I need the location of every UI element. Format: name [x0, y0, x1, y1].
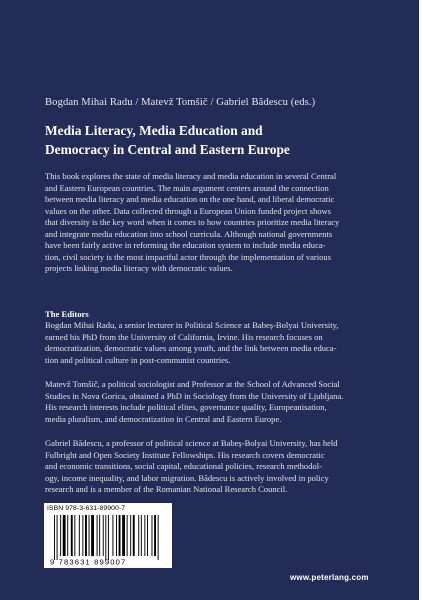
barcode-bar — [133, 515, 135, 556]
book-title-line-2: Democracy in Central and Eastern Europe — [45, 142, 290, 157]
bio-line: Matevž Tomšič, a political sociologist and Professor at the School of Advanced Social — [45, 379, 340, 389]
barcode-bar — [116, 515, 117, 556]
editor-bio-radu — [45, 320, 390, 366]
barcode-bar — [147, 515, 148, 556]
barcode-bar — [63, 515, 66, 556]
barcode-bar — [54, 515, 55, 560]
bio-line: Bogdan Mihai Radu, a senior lecturer in Political Science at Babeș-Bolyai University, — [45, 320, 339, 330]
barcode-icon — [44, 503, 172, 568]
barcode-bar — [122, 515, 125, 556]
barcode-bar — [97, 515, 98, 556]
barcode-digits: 9 783631 899007 — [50, 557, 127, 567]
description-line: have been fairly active in reforming the education system to include media educa- — [45, 240, 326, 251]
editor-bio-badescu — [45, 438, 390, 496]
bio-line: Fulbright and Open Society Institute Fellowships. His research covers democratic — [45, 449, 325, 460]
barcode-bar — [127, 515, 128, 556]
description-line: and Eastern European countries. The main argument centers around the connection — [45, 182, 329, 193]
isbn-barcode — [44, 503, 172, 568]
editor-bio-tomsic — [45, 379, 390, 425]
barcode-bar — [79, 515, 80, 556]
bio-line: tion and political culture in post-communist countries. — [45, 354, 231, 365]
barcode-bar — [67, 515, 68, 556]
barcode-bar — [141, 515, 142, 556]
publisher-website: www.peterlang.com — [290, 573, 369, 582]
page-edge — [419, 0, 423, 600]
barcode-bar — [152, 515, 153, 556]
bio-line: ogy, income inequality, and labor migration. Bădescu is actively involved in policy — [45, 472, 329, 483]
bio-line: research and is a member of the Romanian National Research Council. — [45, 484, 288, 495]
barcode-bar — [108, 515, 109, 560]
bio-line: democratization, democratic values among youth, and the link between media educa- — [45, 343, 337, 354]
barcode-bar — [103, 515, 104, 556]
isbn-label: ISBN 978-3-631-89900-7 — [47, 505, 126, 512]
barcode-bar — [105, 515, 106, 560]
barcode-bar — [85, 515, 87, 556]
description-line: projects linking media literacy with democratic values. — [45, 263, 233, 274]
bio-line: and economic transitions, social capital, educational policies, research methodol- — [45, 461, 322, 472]
barcode-bar — [57, 515, 58, 560]
editors-heading: The Editors — [45, 309, 89, 319]
description-line: that diversity is the key word when it comes to how countries prioritize media literacy — [45, 217, 340, 228]
description-line: and integrate media education into school curricula. Although national governments — [45, 228, 333, 239]
barcode-bar — [91, 515, 94, 556]
book-description — [45, 171, 390, 275]
bio-line: Studies in Nova Gorica, obtained a PhD in Sociology from the University of Ljubljana. — [45, 390, 344, 401]
description-line: This book explores the state of media literacy and media education in several Central — [45, 171, 337, 181]
book-title — [45, 121, 405, 159]
barcode-bar — [158, 515, 159, 560]
barcode-bar — [154, 515, 156, 556]
bio-line: His research interests include political elites, governance quality, Europeanisation, — [45, 402, 327, 413]
barcode-bar — [144, 515, 145, 556]
bio-line: earned his PhD from the University of California, Irvine. His research focuses on — [45, 331, 323, 342]
barcode-bar — [60, 515, 61, 556]
barcode-bar — [112, 515, 113, 556]
description-line: tion, civil society is the most impactful actor through the implementation of various — [45, 251, 332, 262]
barcode-bar — [82, 515, 83, 556]
bio-line: media pluralism, and democratization in Central and Eastern Europe. — [45, 413, 282, 424]
description-line: values on the other. Data collected through a European Union funded project shows — [45, 205, 331, 216]
barcode-bar — [99, 515, 100, 556]
bio-line: Gabriel Bădescu, a professor of political science at Babeș-Bolyai University, has held — [45, 438, 338, 448]
barcode-bar — [71, 515, 73, 556]
barcode-bar — [138, 515, 139, 556]
barcode-bar — [119, 515, 121, 556]
description-line: between media literacy and media education on the one hand, and liberal democratic — [45, 194, 335, 205]
editors-byline: Bogdan Mihai Radu / Matevž Tomšič / Gabriel Bădescu (eds.) — [45, 97, 316, 108]
barcode-bar — [74, 515, 75, 556]
barcode-bar — [89, 515, 90, 556]
book-title-line-1: Media Literacy, Media Education and — [45, 123, 263, 138]
barcode-bar — [130, 515, 131, 556]
